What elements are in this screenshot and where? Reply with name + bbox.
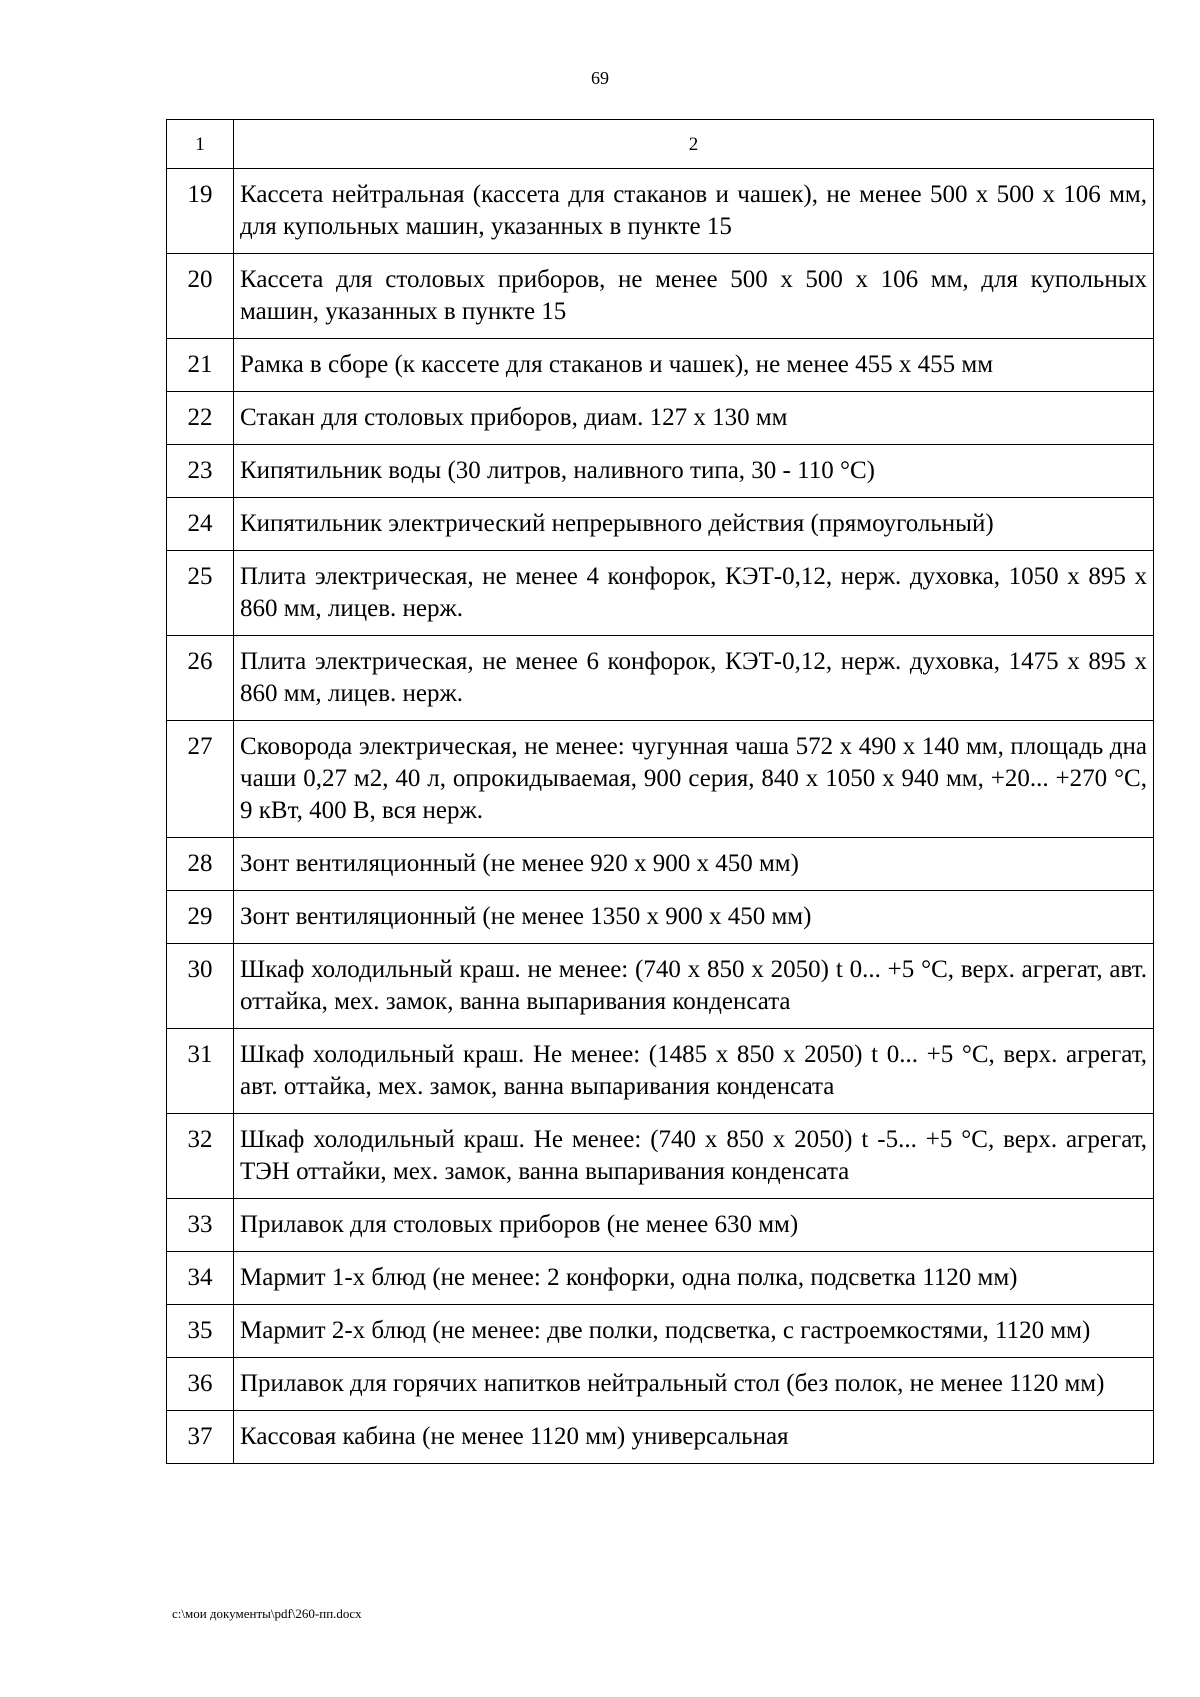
table-row — [167, 1411, 1154, 1464]
table-row — [167, 551, 1154, 636]
table-row — [167, 1358, 1154, 1411]
table-row — [167, 392, 1154, 445]
row-description: Зонт вентиляционный (не менее 1350 х 900 х 450 мм) — [234, 891, 1154, 944]
row-description: Шкаф холодильный краш. Не менее: (1485 х 850 х 2050) t 0... +5 °С, верх. агрегат, авт. оттайка, мех. замок, ванна выпаривания конденсата — [234, 1029, 1154, 1114]
row-number: 25 — [167, 551, 234, 636]
row-number: 22 — [167, 392, 234, 445]
page-number: 69 — [591, 68, 609, 88]
row-number: 23 — [167, 445, 234, 498]
row-number: 26 — [167, 636, 234, 721]
row-description: Прилавок для столовых приборов (не менее 630 мм) — [234, 1199, 1154, 1252]
row-number: 32 — [167, 1114, 234, 1199]
row-description: Кассета для столовых приборов, не менее 500 х 500 х 106 мм, для купольных машин, указанных в пункте 15 — [234, 254, 1154, 339]
row-number: 27 — [167, 721, 234, 838]
row-description: Мармит 1-х блюд (не менее: 2 конфорки, одна полка, подсветка 1120 мм) — [234, 1252, 1154, 1305]
row-description: Плита электрическая, не менее 4 конфорок, КЭТ-0,12, нерж. духовка, 1050 х 895 х 860 мм, лицев. нерж. — [234, 551, 1154, 636]
column-header-number: 1 — [167, 120, 234, 169]
table-body — [167, 120, 1154, 1464]
row-description: Рамка в сборе (к кассете для стаканов и чашек), не менее 455 х 455 мм — [234, 339, 1154, 392]
row-number: 24 — [167, 498, 234, 551]
table-row — [167, 339, 1154, 392]
column-header-description: 2 — [234, 120, 1154, 169]
row-number: 29 — [167, 891, 234, 944]
row-number: 34 — [167, 1252, 234, 1305]
table-row — [167, 254, 1154, 339]
table-row — [167, 445, 1154, 498]
table-row — [167, 721, 1154, 838]
table-row — [167, 636, 1154, 721]
row-number: 35 — [167, 1305, 234, 1358]
equipment-table — [166, 119, 1154, 1464]
row-description: Стакан для столовых приборов, диам. 127 х 130 мм — [234, 392, 1154, 445]
row-number: 36 — [167, 1358, 234, 1411]
row-number: 19 — [167, 169, 234, 254]
row-number: 37 — [167, 1411, 234, 1464]
row-description: Кипятильник воды (30 литров, наливного типа, 30 - 110 °С) — [234, 445, 1154, 498]
row-number: 33 — [167, 1199, 234, 1252]
row-description: Кассета нейтральная (кассета для стаканов и чашек), не менее 500 х 500 х 106 мм, для купольных машин, указанных в пункте 15 — [234, 169, 1154, 254]
row-description: Зонт вентиляционный (не менее 920 х 900 х 450 мм) — [234, 838, 1154, 891]
row-number: 30 — [167, 944, 234, 1029]
table-row — [167, 1305, 1154, 1358]
row-number: 31 — [167, 1029, 234, 1114]
table-row — [167, 169, 1154, 254]
row-description: Прилавок для горячих напитков нейтральный стол (без полок, не менее 1120 мм) — [234, 1358, 1154, 1411]
table-row — [167, 944, 1154, 1029]
row-description: Шкаф холодильный краш. не менее: (740 х 850 х 2050) t 0... +5 °С, верх. агрегат, авт. оттайка, мех. замок, ванна выпаривания конденсата — [234, 944, 1154, 1029]
row-description: Шкаф холодильный краш. Не менее: (740 х 850 х 2050) t -5... +5 °С, верх. агрегат, ТЭН оттайки, мех. замок, ванна выпаривания конденсата — [234, 1114, 1154, 1199]
table-header-row — [167, 120, 1154, 169]
table-row — [167, 1114, 1154, 1199]
table-row — [167, 891, 1154, 944]
table-row — [167, 1199, 1154, 1252]
row-number: 20 — [167, 254, 234, 339]
row-description: Кассовая кабина (не менее 1120 мм) универсальная — [234, 1411, 1154, 1464]
table-row — [167, 838, 1154, 891]
table-row — [167, 498, 1154, 551]
document-file-path: c:\мои документы\pdf\260-пп.docx — [172, 1606, 362, 1621]
row-number: 21 — [167, 339, 234, 392]
table-row — [167, 1029, 1154, 1114]
table-row — [167, 1252, 1154, 1305]
row-description: Мармит 2-х блюд (не менее: две полки, подсветка, с гастроемкостями, 1120 мм) — [234, 1305, 1154, 1358]
row-number: 28 — [167, 838, 234, 891]
row-description: Кипятильник электрический непрерывного действия (прямоугольный) — [234, 498, 1154, 551]
row-description: Сковорода электрическая, не менее: чугунная чаша 572 х 490 х 140 мм, площадь дна чаши 0,27 м2, 40 л, опрокидываемая, 900 серия, 840 х 1050 х 940 мм, +20... +270 °С, 9 кВт, 400 В, вся нерж. — [234, 721, 1154, 838]
row-description: Плита электрическая, не менее 6 конфорок, КЭТ-0,12, нерж. духовка, 1475 х 895 х 860 мм, лицев. нерж. — [234, 636, 1154, 721]
